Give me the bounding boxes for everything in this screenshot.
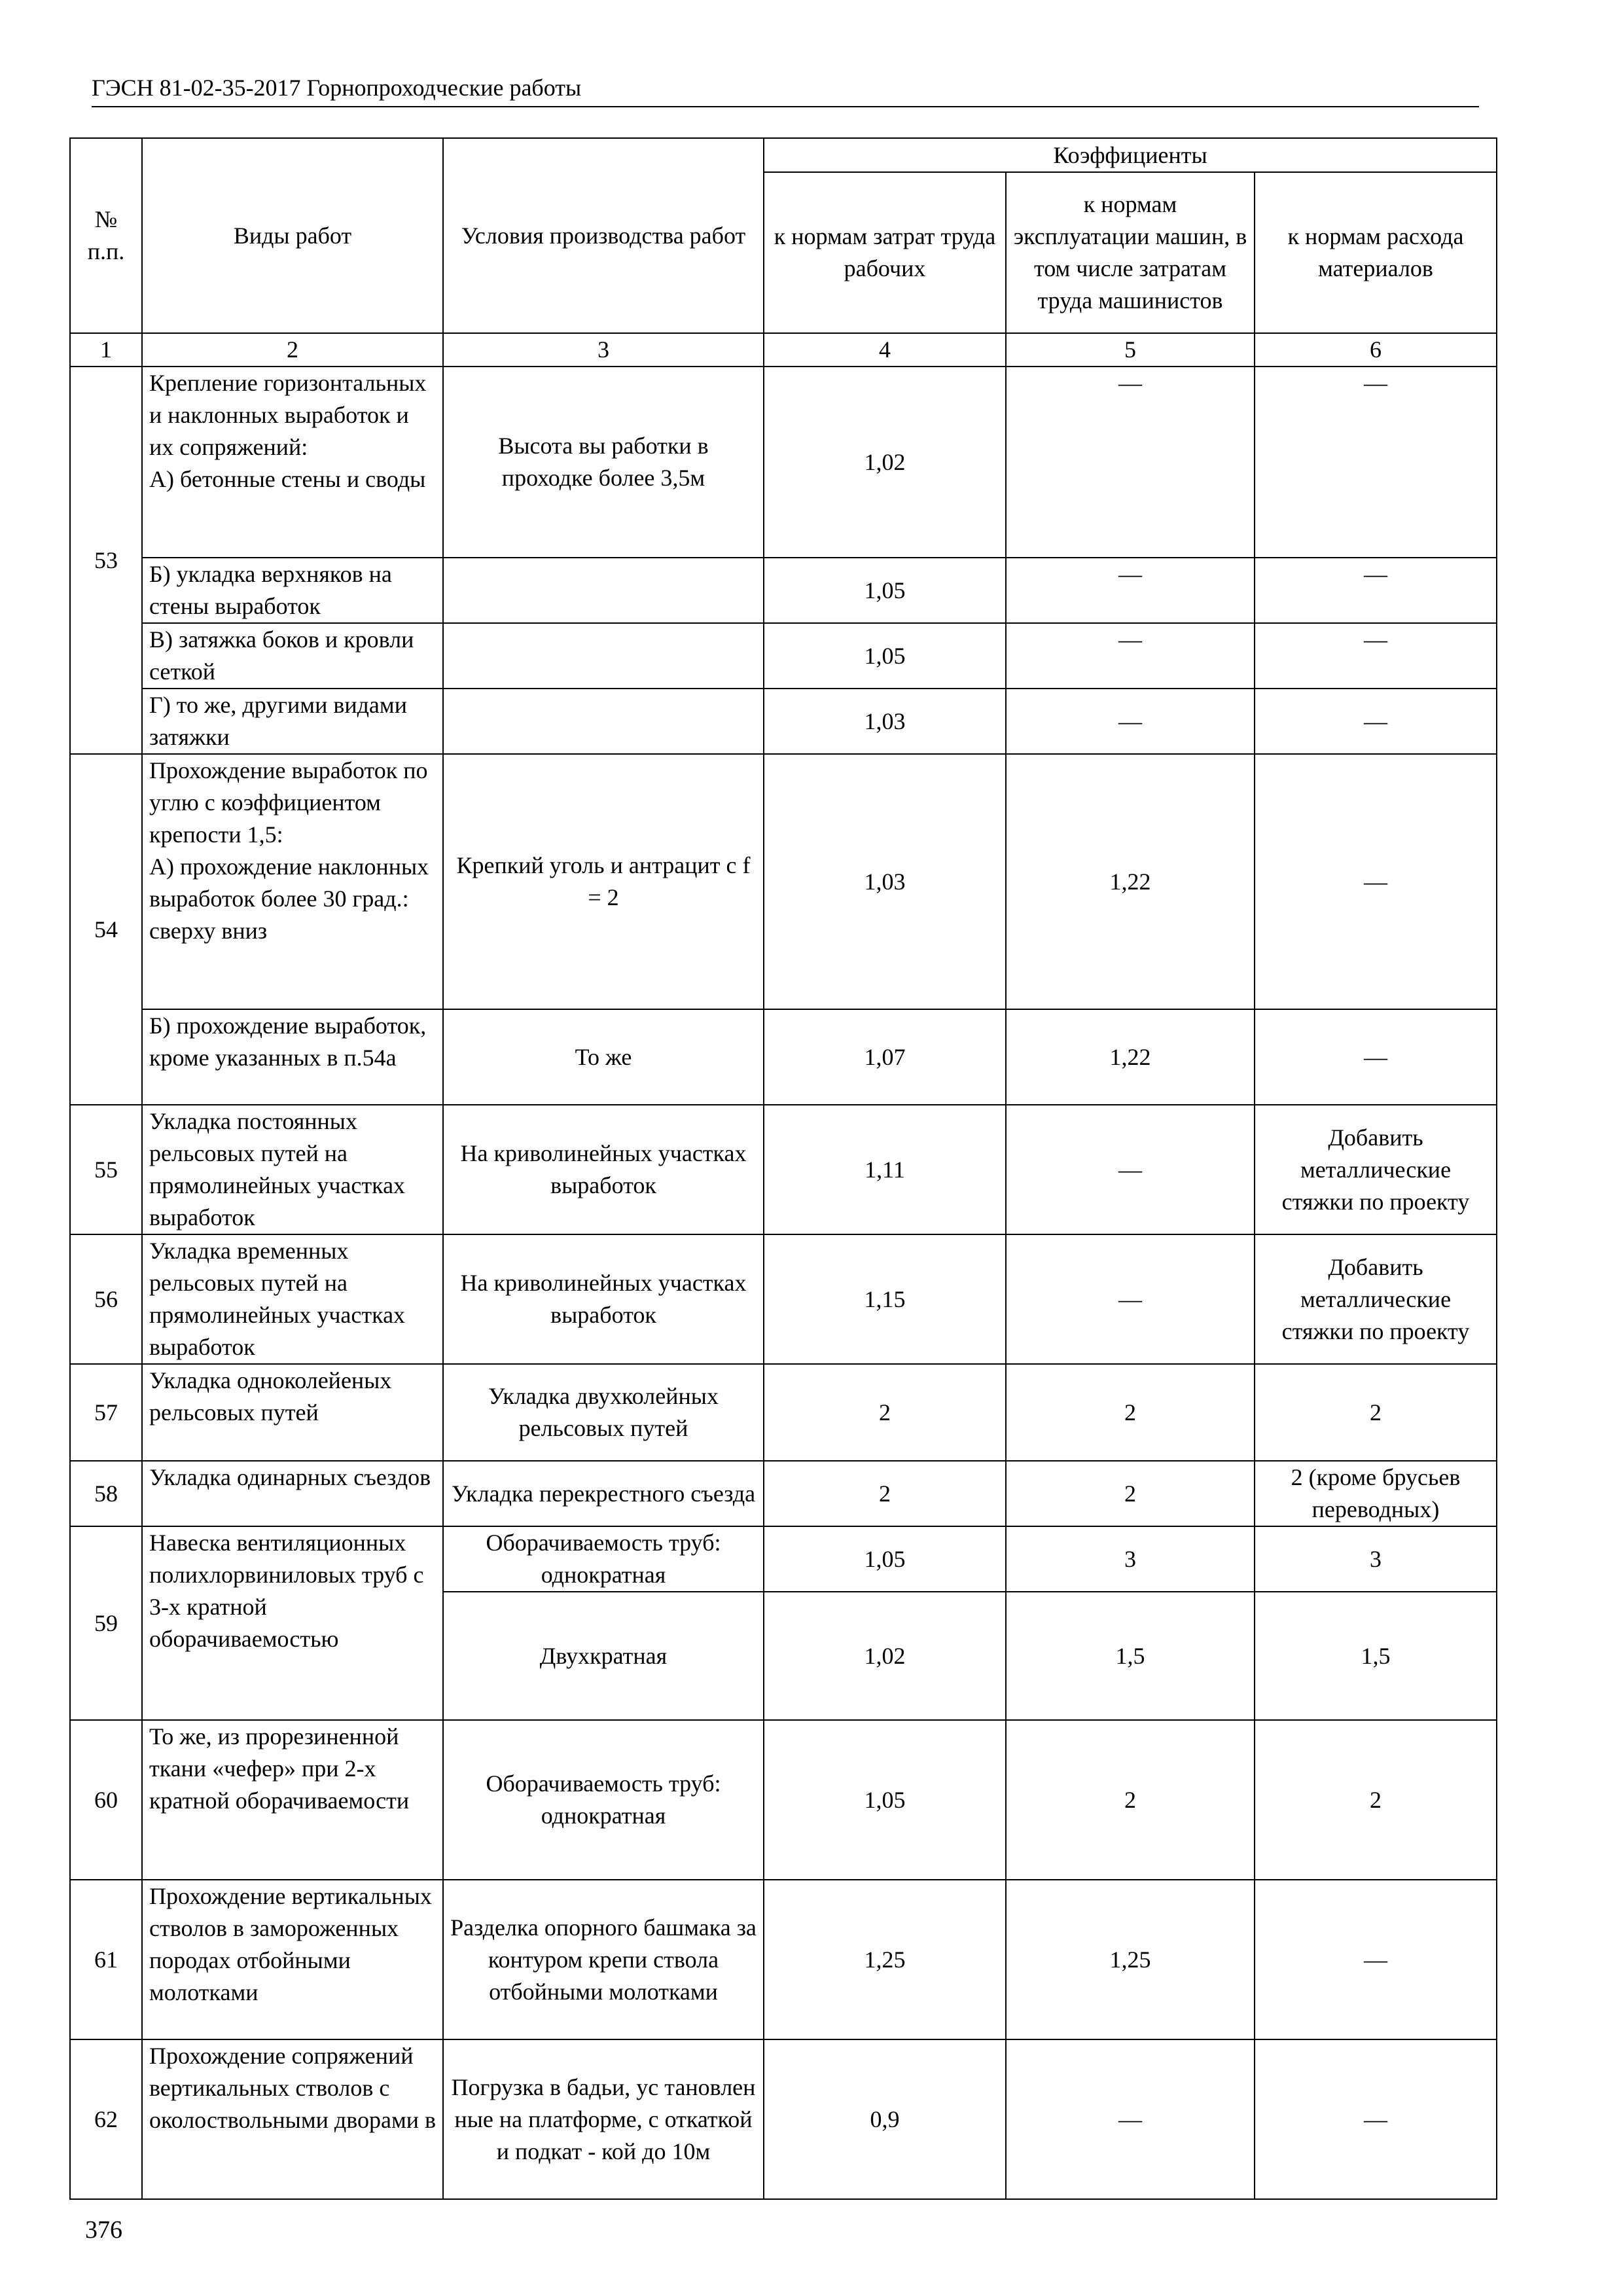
- machines-coef-cell: 2: [1006, 1364, 1255, 1461]
- labor-coef-cell: 1,25: [764, 1880, 1006, 2039]
- row-number: 57: [70, 1364, 142, 1461]
- conditions-cell: Разделка опорного башмака за контуром крепи ствола отбойными молотками: [443, 1880, 764, 2039]
- machines-coef-cell: —: [1006, 689, 1255, 754]
- conditions-cell: Укладка перекрестного съезда: [443, 1461, 764, 1526]
- table-row: [70, 1461, 1497, 1526]
- header-conditions: Условия производства работ: [443, 138, 764, 333]
- work-type-cell: Б) прохождение выработок, кроме указанных в п.54а: [142, 1009, 443, 1105]
- machines-coef-cell: —: [1006, 1234, 1255, 1364]
- materials-coef-cell: 1,5: [1255, 1592, 1497, 1720]
- work-type-cell: Прохождение вертикальных стволов в замороженных породах отбойными молотками: [142, 1880, 443, 2039]
- work-type-cell: Крепление горизонтальных и наклонных выработок и их сопряжений: А) бетонные стены и своды: [142, 367, 443, 558]
- table-row: [70, 558, 1497, 623]
- table-row: [70, 1234, 1497, 1364]
- table-row: [70, 367, 1497, 558]
- work-type-cell: То же, из прорезиненной ткани «чефер» при 2-х кратной оборачиваемости: [142, 1720, 443, 1880]
- table-row: [70, 2039, 1497, 2199]
- page-header: ГЭСН 81-02-35-2017 Горнопроходческие работы: [92, 72, 1479, 107]
- materials-coef-cell: —: [1255, 623, 1497, 689]
- labor-coef-cell: 1,05: [764, 1720, 1006, 1880]
- work-type-cell: Укладка постоянных рельсовых путей на прямолинейных участках выработок: [142, 1105, 443, 1234]
- column-number-row: [70, 333, 1497, 367]
- conditions-cell: Двухкратная: [443, 1592, 764, 1720]
- conditions-cell: [443, 558, 764, 623]
- header-num: № п.п.: [70, 138, 142, 333]
- machines-coef-cell: —: [1006, 367, 1255, 558]
- column-number: 5: [1006, 333, 1255, 367]
- row-number: 56: [70, 1234, 142, 1364]
- machines-coef-cell: —: [1006, 2039, 1255, 2199]
- work-type-cell: Навеска вентиляционных полихлорвиниловых труб с 3-х кратной оборачиваемостью: [142, 1526, 443, 1720]
- table-row: [70, 754, 1497, 1009]
- conditions-cell: На криволинейных участках выработок: [443, 1105, 764, 1234]
- labor-coef-cell: 0,9: [764, 2039, 1006, 2199]
- conditions-cell: Крепкий уголь и антрацит с f = 2: [443, 754, 764, 1009]
- machines-coef-cell: 2: [1006, 1720, 1255, 1880]
- work-type-cell: Прохождение сопряжений вертикальных стволов с околоствольными дворами в: [142, 2039, 443, 2199]
- table-row: [70, 1364, 1497, 1461]
- materials-coef-cell: —: [1255, 689, 1497, 754]
- header-work-type: Виды работ: [142, 138, 443, 333]
- conditions-cell: На криволинейных участках выработок: [443, 1234, 764, 1364]
- page-number: 376: [85, 2216, 122, 2244]
- materials-coef-cell: —: [1255, 367, 1497, 558]
- labor-coef-cell: 2: [764, 1364, 1006, 1461]
- column-number: 4: [764, 333, 1006, 367]
- labor-coef-cell: 2: [764, 1461, 1006, 1526]
- materials-coef-cell: Добавить металлические стяжки по проекту: [1255, 1234, 1497, 1364]
- conditions-cell: Высота вы работки в проходке более 3,5м: [443, 367, 764, 558]
- column-number: 3: [443, 333, 764, 367]
- conditions-cell: [443, 689, 764, 754]
- work-type-cell: Прохождение выработок по углю с коэффициентом крепости 1,5: А) прохождение наклонных выработок более 30 град.: сверху вниз: [142, 754, 443, 1009]
- materials-coef-cell: 2 (кроме брусьев переводных): [1255, 1461, 1497, 1526]
- materials-coef-cell: —: [1255, 1009, 1497, 1105]
- machines-coef-cell: —: [1006, 1105, 1255, 1234]
- row-number: 55: [70, 1105, 142, 1234]
- column-number: 6: [1255, 333, 1497, 367]
- table-row: [70, 1720, 1497, 1880]
- header-coef-labor: к нормам затрат труда рабочих: [764, 172, 1006, 333]
- header-coef-machines: к нормам эксплуатации машин, в том числе затратам труда машинистов: [1006, 172, 1255, 333]
- materials-coef-cell: 3: [1255, 1526, 1497, 1592]
- labor-coef-cell: 1,02: [764, 367, 1006, 558]
- table-row: [70, 1880, 1497, 2039]
- labor-coef-cell: 1,03: [764, 689, 1006, 754]
- conditions-cell: Укладка двухколейных рельсовых путей: [443, 1364, 764, 1461]
- materials-coef-cell: —: [1255, 2039, 1497, 2199]
- machines-coef-cell: 2: [1006, 1461, 1255, 1526]
- conditions-cell: Оборачиваемость труб: однократная: [443, 1526, 764, 1592]
- table-row: [70, 1009, 1497, 1105]
- column-number: 1: [70, 333, 142, 367]
- materials-coef-cell: —: [1255, 558, 1497, 623]
- header-coefficients: Коэффициенты: [764, 138, 1497, 172]
- table-row: [70, 1105, 1497, 1234]
- labor-coef-cell: 1,05: [764, 623, 1006, 689]
- row-number: 60: [70, 1720, 142, 1880]
- work-type-cell: Укладка временных рельсовых путей на прямолинейных участках выработок: [142, 1234, 443, 1364]
- work-type-cell: В) затяжка боков и кровли сеткой: [142, 623, 443, 689]
- row-number: 61: [70, 1880, 142, 2039]
- row-number: 58: [70, 1461, 142, 1526]
- conditions-cell: [443, 623, 764, 689]
- table-row: [70, 623, 1497, 689]
- labor-coef-cell: 1,05: [764, 558, 1006, 623]
- materials-coef-cell: 2: [1255, 1364, 1497, 1461]
- header-coef-materials: к нормам расхода материалов: [1255, 172, 1497, 333]
- conditions-cell: Погрузка в бадьи, ус тановлен ные на платформе, с откаткой и подкат - кой до 10м: [443, 2039, 764, 2199]
- machines-coef-cell: 3: [1006, 1526, 1255, 1592]
- machines-coef-cell: —: [1006, 623, 1255, 689]
- row-number: 62: [70, 2039, 142, 2199]
- conditions-cell: Оборачиваемость труб: однократная: [443, 1720, 764, 1880]
- materials-coef-cell: —: [1255, 754, 1497, 1009]
- labor-coef-cell: 1,05: [764, 1526, 1006, 1592]
- materials-coef-cell: —: [1255, 1880, 1497, 2039]
- machines-coef-cell: —: [1006, 558, 1255, 623]
- machines-coef-cell: 1,22: [1006, 754, 1255, 1009]
- materials-coef-cell: Добавить металлические стяжки по проекту: [1255, 1105, 1497, 1234]
- labor-coef-cell: 1,02: [764, 1592, 1006, 1720]
- row-number: 59: [70, 1526, 142, 1720]
- materials-coef-cell: 2: [1255, 1720, 1497, 1880]
- row-number: 54: [70, 754, 142, 1105]
- labor-coef-cell: 1,15: [764, 1234, 1006, 1364]
- column-number: 2: [142, 333, 443, 367]
- coefficients-table: [69, 137, 1497, 2200]
- labor-coef-cell: 1,03: [764, 754, 1006, 1009]
- machines-coef-cell: 1,5: [1006, 1592, 1255, 1720]
- table-row: [70, 689, 1497, 754]
- labor-coef-cell: 1,07: [764, 1009, 1006, 1105]
- machines-coef-cell: 1,25: [1006, 1880, 1255, 2039]
- conditions-cell: То же: [443, 1009, 764, 1105]
- machines-coef-cell: 1,22: [1006, 1009, 1255, 1105]
- labor-coef-cell: 1,11: [764, 1105, 1006, 1234]
- work-type-cell: Б) укладка верхняков на стены выработок: [142, 558, 443, 623]
- work-type-cell: Укладка одноколейеных рельсовых путей: [142, 1364, 443, 1461]
- row-number: 53: [70, 367, 142, 754]
- table-row: [70, 1526, 1497, 1592]
- work-type-cell: Г) то же, другими видами затяжки: [142, 689, 443, 754]
- work-type-cell: Укладка одинарных съездов: [142, 1461, 443, 1526]
